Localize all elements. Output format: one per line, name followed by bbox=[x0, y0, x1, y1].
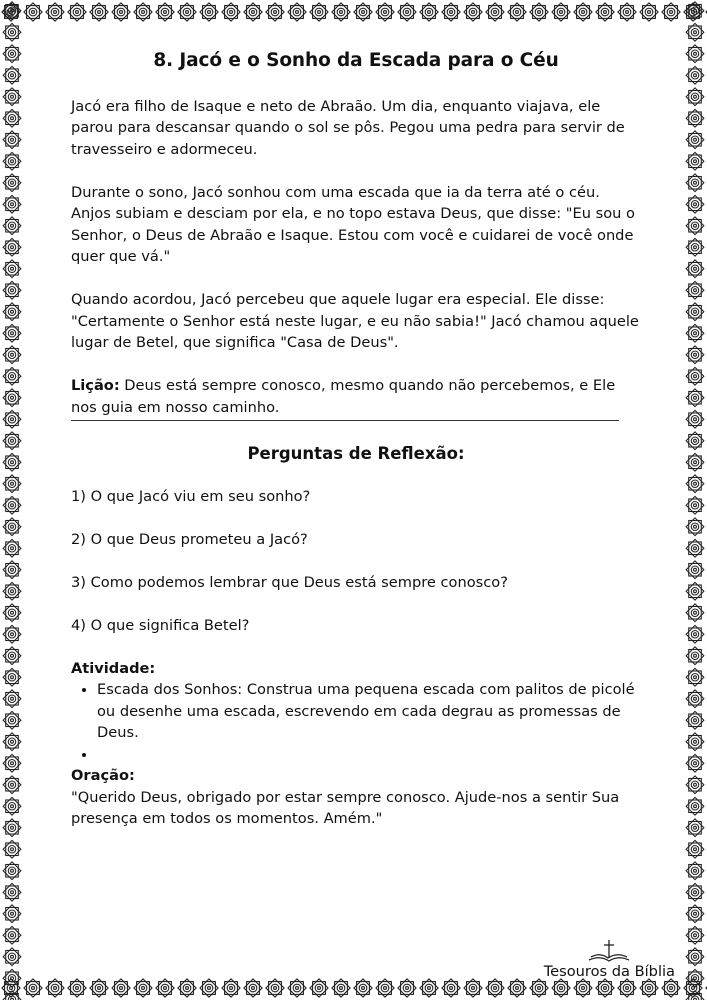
decorative-border-top bbox=[0, 0, 707, 24]
page-title: 8. Jacó e o Sonho da Escada para o Céu bbox=[153, 50, 559, 71]
activity-item-2 bbox=[97, 744, 641, 766]
section-divider bbox=[71, 420, 619, 421]
lesson-label: Lição: bbox=[71, 377, 120, 394]
reflection-question-4: 4) O que significa Betel? bbox=[71, 616, 250, 634]
decorative-border-right bbox=[683, 0, 707, 1000]
story-paragraph-3: Quando acordou, Jacó percebeu que aquele lugar era especial. Ele disse: "Certamente o Senhor está neste lugar, e eu não sabia!" Jacó chamou aquele lugar de Betel, que significa "Casa de Deus". bbox=[71, 291, 639, 351]
lesson-text: Deus está sempre conosco, mesmo quando não percebemos, e Ele nos guia em nosso caminho. bbox=[71, 377, 616, 416]
decorative-border-left bbox=[0, 0, 24, 1000]
lesson bbox=[71, 375, 641, 418]
footer-brand bbox=[544, 939, 675, 980]
reflection-question-3: 3) Como podemos lembrar que Deus está sempre conosco? bbox=[71, 573, 508, 591]
page-content bbox=[71, 50, 641, 830]
brand-name: Tesouros da Bíblia bbox=[543, 963, 675, 980]
activity-item-1: • Escada dos Sonhos: Construa uma pequena escada com palitos de picolé ou desenhe uma escada, escrevendo em cada degrau as promessas de Deus. bbox=[97, 679, 641, 744]
bible-cross-icon bbox=[587, 939, 631, 963]
story-paragraph-1: Jacó era filho de Isaque e neto de Abraão. Um dia, enquanto viajava, ele parou para descansar quando o sol se pôs. Pegou uma pedra para servir de travesseiro e adormeceu. bbox=[71, 97, 625, 158]
prayer-text: "Querido Deus, obrigado por estar sempre conosco. Ajude-nos a sentir Sua presença em todos os momentos. Amém." bbox=[71, 788, 620, 827]
reflection-question-2: 2) O que Deus prometeu a Jacó? bbox=[71, 530, 308, 548]
story-paragraph-2: Durante o sono, Jacó sonhou com uma escada que ia da terra até o céu. Anjos subiam e desciam por ela, e no topo estava Deus, que disse: "Eu sou o Senhor, o Deus de Abraão e Isaque. Estou com você e cuidarei de você onde quer que vá." bbox=[71, 183, 635, 265]
activity-label: Atividade: bbox=[71, 659, 156, 677]
prayer-label: Oração: bbox=[71, 767, 135, 784]
activity-list bbox=[71, 679, 641, 765]
reflection-question-1: 1) O que Jacó viu em seu sonho? bbox=[71, 487, 311, 505]
reflection-heading: Perguntas de Reflexão: bbox=[247, 444, 465, 463]
